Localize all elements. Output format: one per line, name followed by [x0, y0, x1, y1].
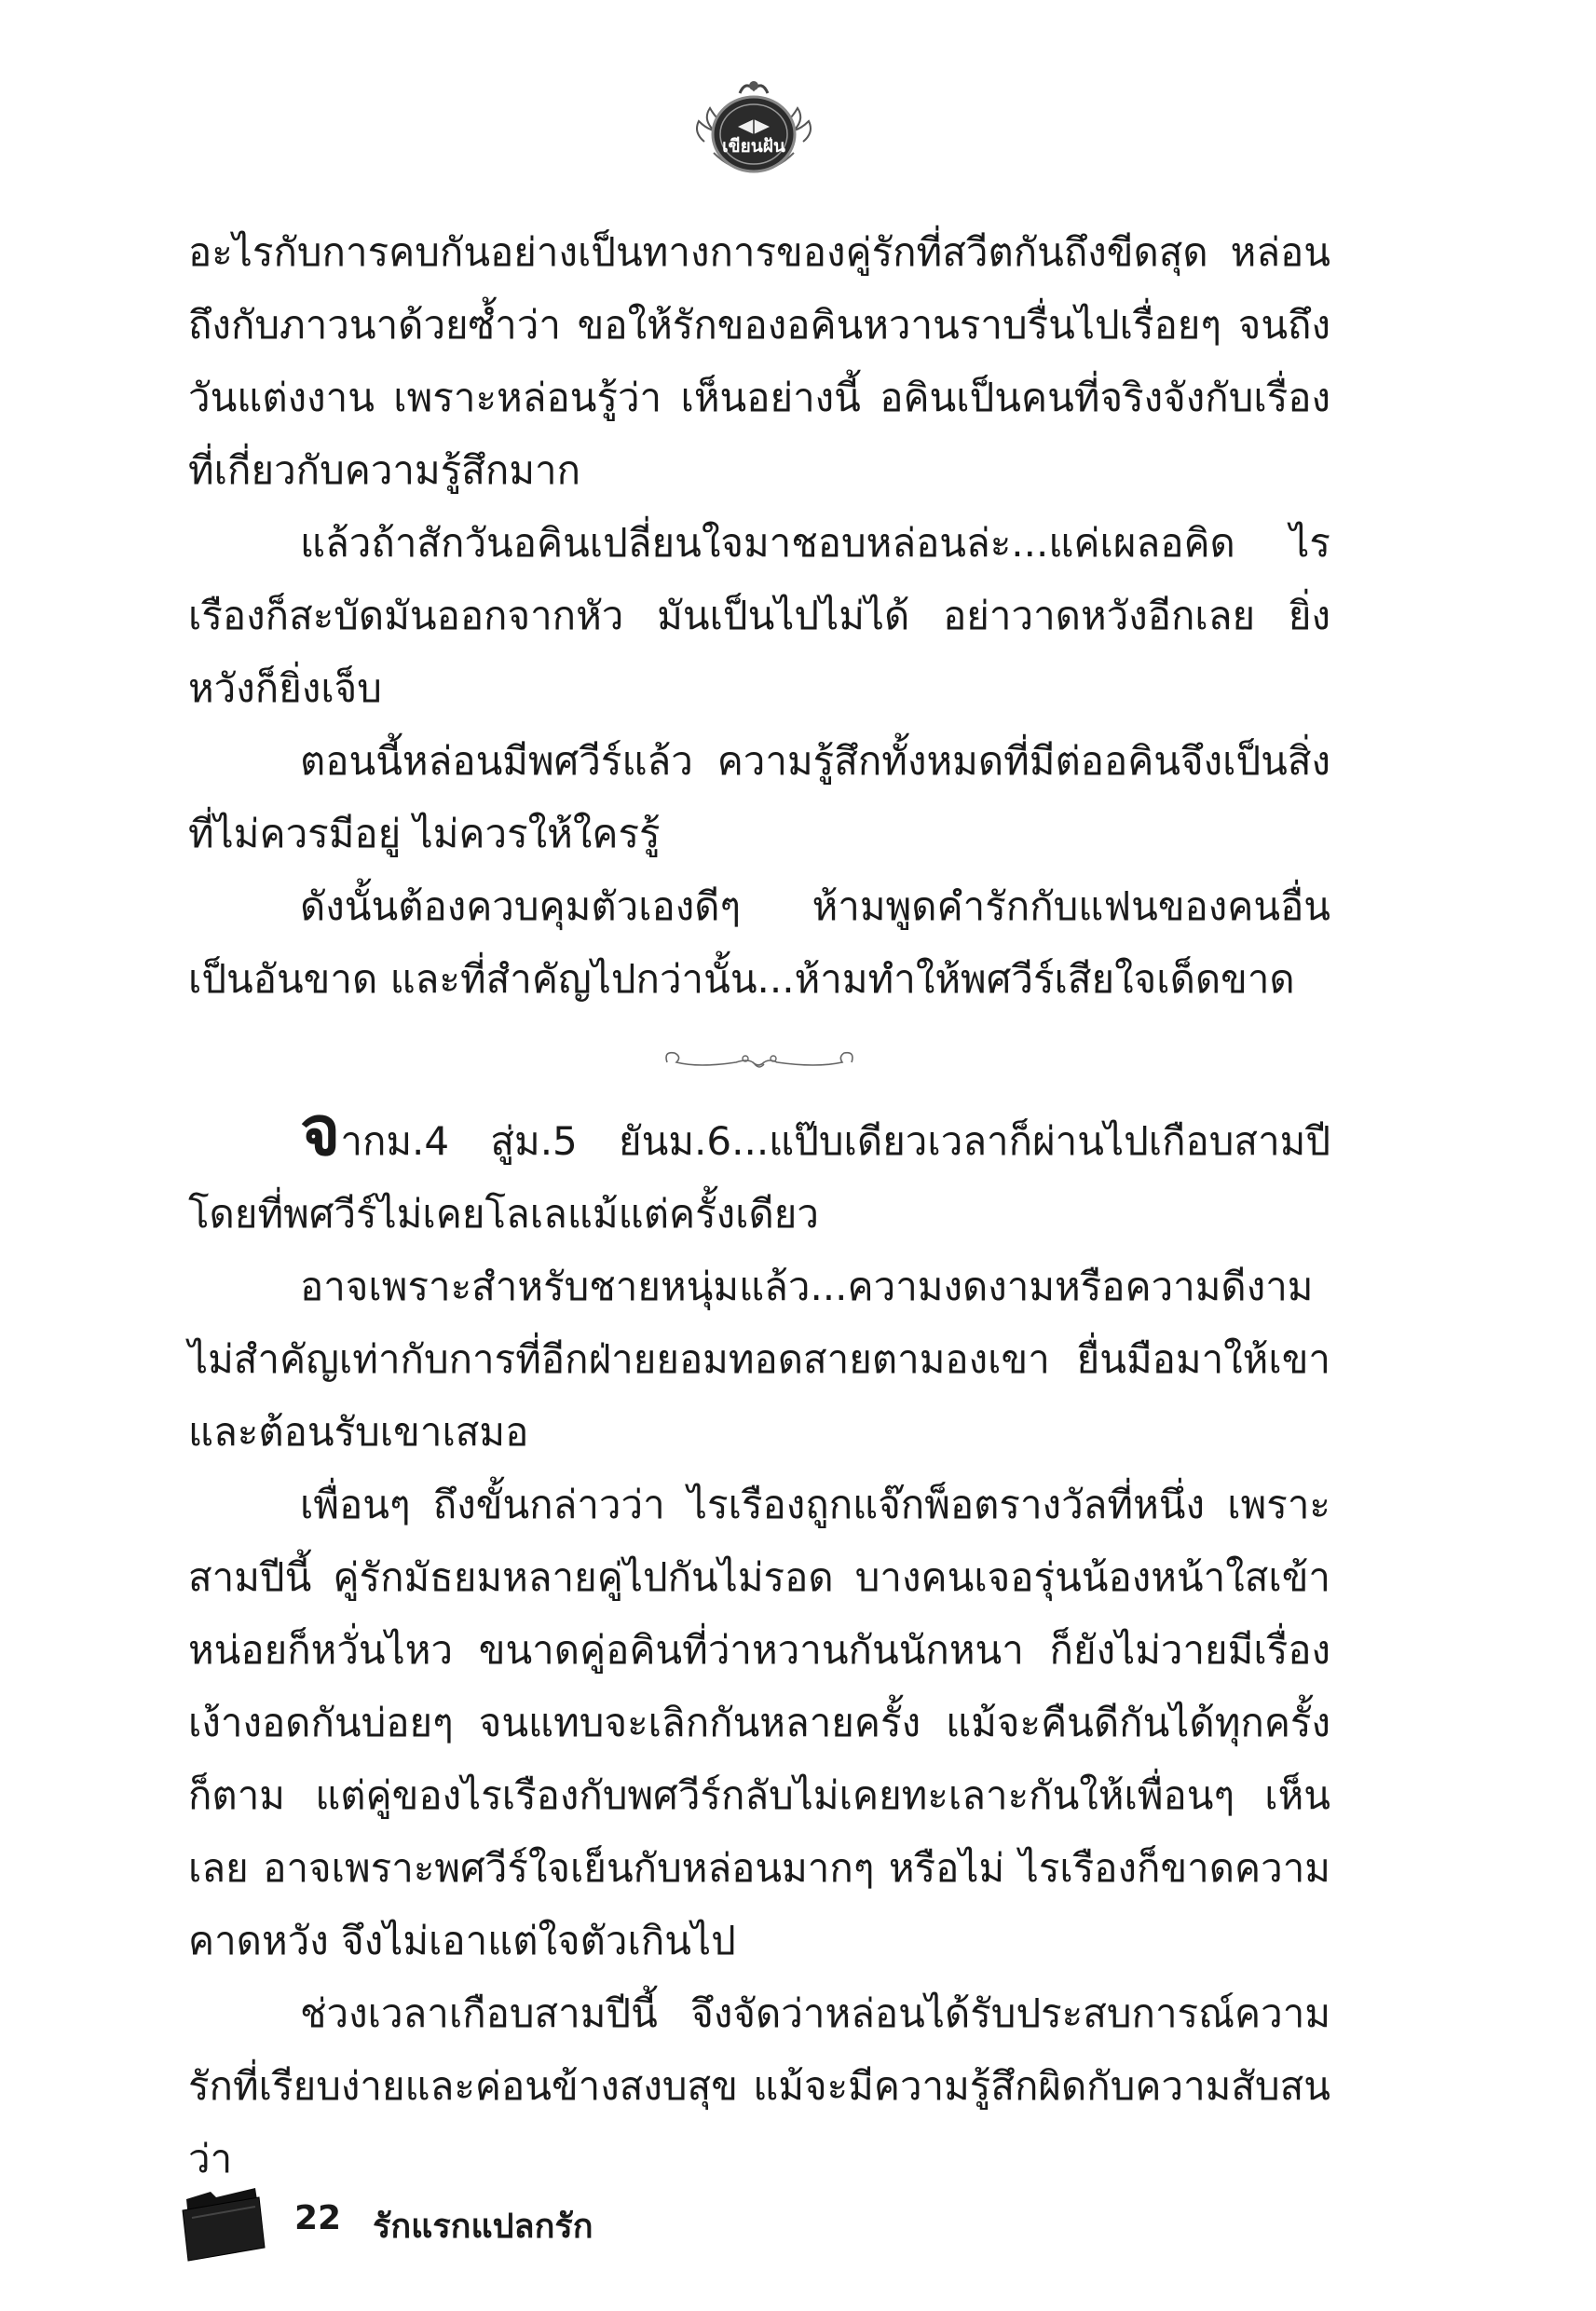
paragraph: ตอนนี้หล่อนมีพศวีร์แล้ว ความรู้สึกทั้งหมดที่มีต่ออคินจึงเป็นสิ่งที่ไม่ควรมีอยู่ ไม่ควรให้ใครรู้ [188, 738, 1330, 856]
ornamental-flourish-icon [662, 1044, 857, 1077]
page-content [188, 216, 1330, 2195]
page-footer [179, 2179, 738, 2263]
paragraph-with-dropcap [188, 1091, 1330, 1251]
paragraph: เพื่อนๆ ถึงขั้นกล่าวว่า ไรเรืองถูกแจ๊กพ็อตรางวัลที่หนึ่ง เพราะสามปีนี้ คู่รักมัธยมหลายคู่ไปกันไม่รอด บางคนเจอรุ่นน้องหน้าใสเข้าหน่อยก็หวั่นไหว ขนาดคู่อคินที่ว่าหวานกันนักหนา ก็ยังไม่วายมีเรื่องเง้างอดกันบ่อยๆ จนแทบจะเลิกกันหลายครั้ง แม้จะคืนดีกันได้ทุกครั้งก็ตาม แต่คู่ของไรเรืองกับพศวีร์กลับไม่เคยทะเลาะกันให้เพื่อนๆ เห็นเลย อาจเพราะพศวีร์ใจเย็นกับหล่อนมากๆ หรือไม่ ไรเรืองก็ขาดความคาดหวัง จึงไม่เอาแต่ใจตัวเกินไป [188, 1482, 1330, 1963]
book-title: รักแรกแปลกรัก [373, 2208, 593, 2246]
logo-text: เขียนฝัน [722, 136, 785, 157]
paragraph: ช่วงเวลาเกือบสามปีนี้ จึงจัดว่าหล่อนได้รับประสบการณ์ความรักที่เรียบง่ายและค่อนข้างสงบสุข แม้จะมีความรู้สึกผิดกับความสับสนว่า [188, 1990, 1330, 2181]
paragraph: อะไรกับการคบกันอย่างเป็นทางการของคู่รักที่สวีตกันถึงขีดสุด หล่อนถึงกับภาวนาด้วยซ้ำว่า ขอให้รักของอคินหวานราบรื่นไปเรื่อยๆ จนถึงวันแต่งงาน เพราะหล่อนรู้ว่า เห็นอย่างนี้ อคินเป็นคนที่จริงจังกับเรื่องที่เกี่ยวกับความรู้สึกมาก [188, 229, 1330, 493]
folder-icon [179, 2179, 266, 2263]
page-number: 22 [294, 2199, 342, 2237]
paragraph: แล้วถ้าสักวันอคินเปลี่ยนใจมาชอบหล่อนล่ะ...แค่เผลอคิด ไรเรืองก็สะบัดมันออกจากหัว มันเป็นไปไม่ได้ อย่าวาดหวังอีกเลย ยิ่งหวังก็ยิ่งเจ็บ [188, 520, 1330, 711]
publisher-logo [686, 67, 822, 181]
dropcap-letter: จ [300, 1091, 341, 1171]
publisher-emblem-icon [686, 67, 822, 181]
paragraph-rest: ากม.4 สู่ม.5 ยันม.6...แป๊บเดียวเวลาก็ผ่านไปเกือบสามปี โดยที่พศวีร์ไม่เคยโลเลแม้แต่ครั้งเดียว [188, 1118, 1330, 1237]
paragraph: อาจเพราะสำหรับชายหนุ่มแล้ว...ความงดงามหรือความดีงามไม่สำคัญเท่ากับการที่อีกฝ่ายยอมทอดสายตามองเขา ยื่นมือมาให้เขา และต้อนรับเขาเสมอ [188, 1264, 1330, 1455]
section-divider [188, 1016, 1330, 1105]
paragraph: ดังนั้นต้องควบคุมตัวเองดีๆ ห้ามพูดคำรักกับแฟนของคนอื่นเป็นอันขาด และที่สำคัญไปกว่านั้น...ห้ามทำให้พศวีร์เสียใจเด็ดขาด [188, 883, 1330, 1002]
